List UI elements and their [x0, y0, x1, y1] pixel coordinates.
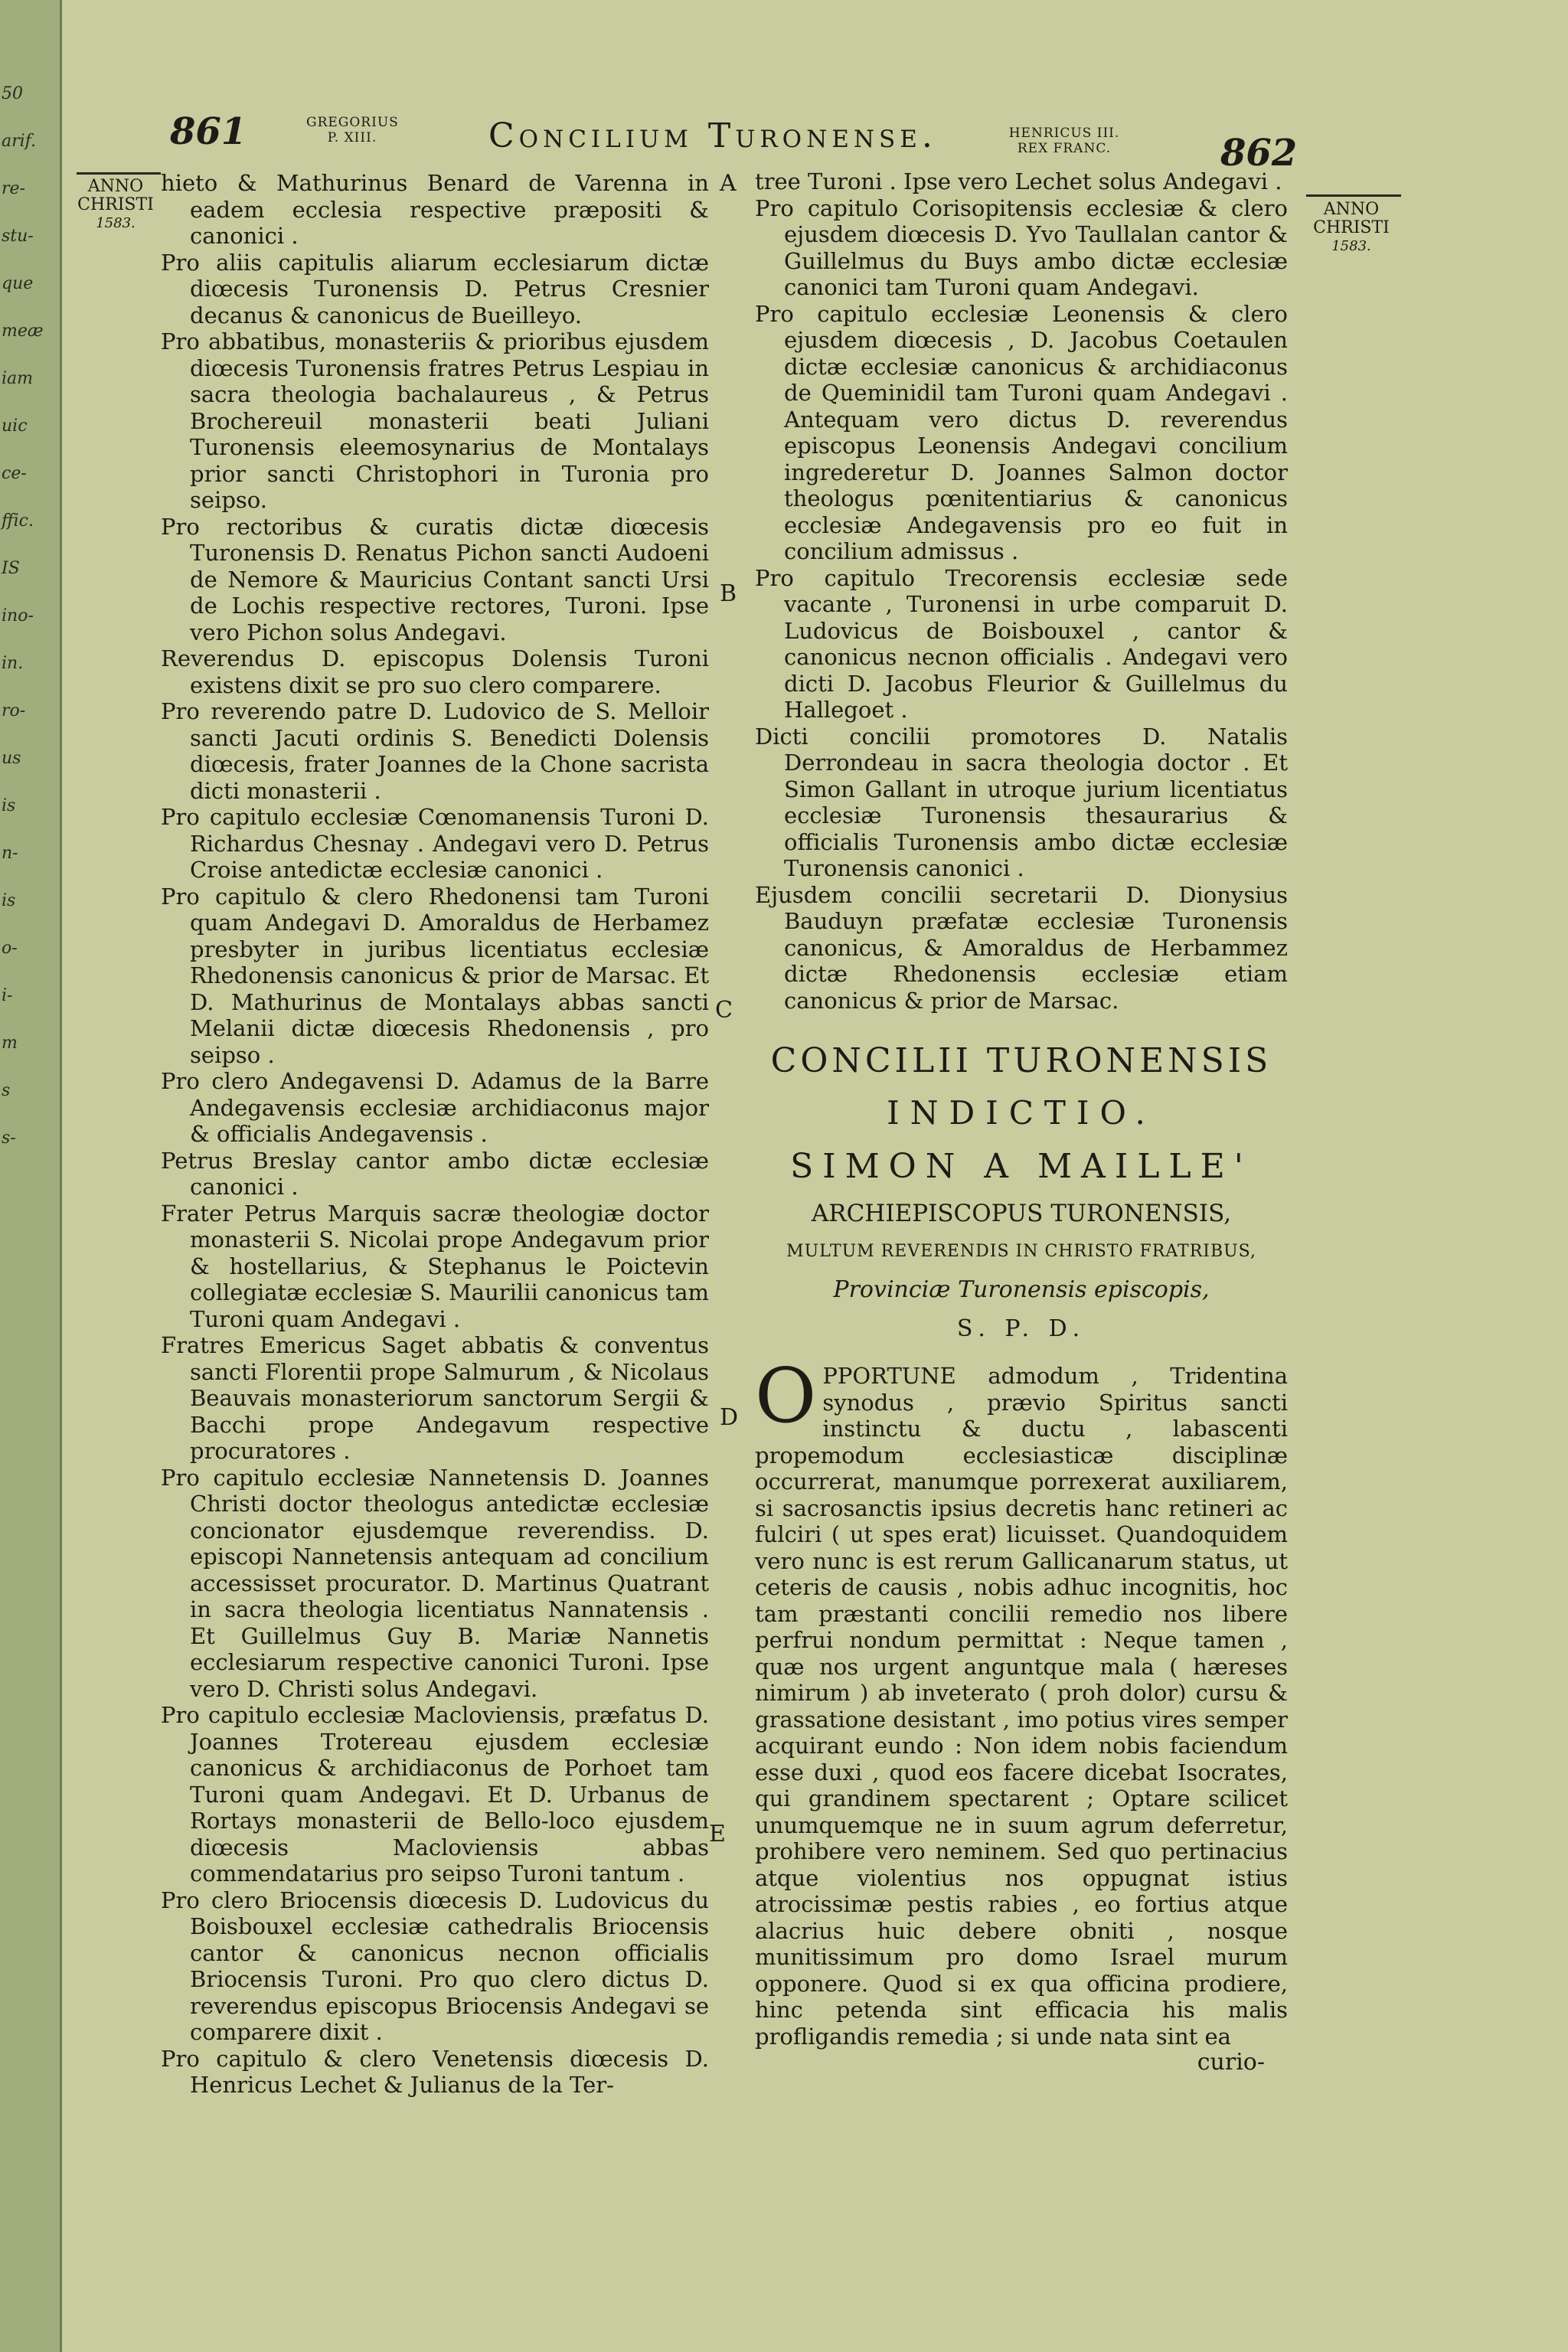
letter-body-text: PPORTUNE admodum , Tridentina synodus , prævio Spiritus sancti instinctu & ductu , labascenti propemodum ecclesiasticæ disciplinæ occurrerat, manumque porrexerat auxiliarem, si sacrosanctis ipsius decretis hanc retineri ac fulciri ( ut spes erat) licuisset. Quandoquidem vero nunc is est rerum Gallicanarum status, ut ceteris de causis , nobis adhuc incognitis, hoc tam præstanti concilii remedio nos libere perfrui nondum permittat : Neque tamen , quæ nos urgent anguntque mala ( hæreses nimirum ) ab inveterato ( proh dolor) cursu & grassatione desistant , imo potius vires semper acquirant eundo : Non idem nobis faciendum esse duxi , quod eos facere dicebat Isocrates, qui grandinem spectarent ; Optare scilicet unumquemque ne in suum agrum deferretur, prohibere vero neminem. Sed quo pertinacius atque violentius nos oppugnat istius atrocissimæ pestis rabies , eo fortius atque alacrius huic debere obniti , nosque munitissimum pro domo Israel murum opponere. Quod si ex qua officina prodiere, hinc petenda sint efficacia his malis profligandis remedia ; si unde nata sint ea: [755, 1363, 1288, 2050]
anno-line: CHRISTI: [77, 195, 154, 214]
anno-line: ANNO: [1323, 200, 1380, 219]
section-subtitle: INDICTIO.: [887, 1094, 1156, 1132]
right-page-number: 862: [1220, 132, 1298, 175]
left-text-column: [161, 170, 709, 2099]
gutter-fragment: stu-: [2, 227, 34, 246]
left-anno-rule: [77, 172, 161, 175]
gutter-fragment: is: [2, 796, 16, 815]
gutter-fragment: meæ: [2, 322, 44, 341]
right-anno-note: [1302, 201, 1401, 256]
entry-paragraph: Pro capitulo & clero Rhedonensi tam Turoni quam Andegavi D. Amoraldus de Herbamez presbyter in juribus licentiatus ecclesiæ Rhedonensis canonicus & prior de Marsac. Et D. Mathurinus de Montalays abbas sancti Melanii dictæ diœcesis Rhedonensis , pro seipso .: [161, 883, 709, 1068]
gutter-fragment: iam: [2, 369, 34, 388]
salutation: S. P. D.: [956, 1315, 1086, 1342]
right-entries: [755, 168, 1288, 1014]
addressee-line: MULTUM REVERENDIS IN CHRISTO FRATRIBUS,: [786, 1242, 1256, 1261]
gutter-fragment: n-: [2, 844, 18, 863]
gutter-fragment: 50: [2, 84, 23, 103]
section-title: CONCILII TURONENSIS: [770, 1041, 1272, 1080]
running-head-line: REX FRANC.: [1017, 141, 1112, 156]
running-header: [0, 106, 1568, 175]
gutter-fragment: o-: [2, 939, 18, 958]
gutter-fragment: s-: [2, 1129, 16, 1148]
entry-paragraph: tree Turoni . Ipse vero Lechet solus Andegavi .: [755, 168, 1282, 194]
drop-capital: O: [755, 1353, 817, 1440]
catchword: curio-: [1197, 2049, 1265, 2076]
entry-paragraph: Fratres Emericus Saget abbatis & conventus sancti Florentii prope Salmurum , & Nicolaus Beauvais monasteriorum sanctorum Sergii & Bacchi prope Andegavum respective procuratores .: [161, 1332, 709, 1464]
left-anno-note: [74, 178, 158, 233]
right-text-column: [755, 168, 1288, 2076]
letter-body: [755, 1353, 1288, 2050]
left-page-number: 861: [170, 110, 247, 153]
gutter-fragment: ce-: [2, 464, 27, 483]
running-head-line: P. XIII.: [327, 130, 377, 145]
entry-paragraph: Pro capitulo Corisopitensis ecclesiæ & clero ejusdem diœcesis D. Yvo Taullalan cantor & Guillelmus du Buys ambo dictæ ecclesiæ canonici tam Turoni quam Andegavi.: [755, 194, 1288, 300]
gutter-fragment: IS: [2, 559, 20, 578]
entry-paragraph: Pro capitulo Trecorensis ecclesiæ sede vacante , Turonensi in urbe comparuit D. Ludovicus de Boisbouxel , cantor & canonicus necnon officialis . Andegavi vero dicti D. Jacobus Fleurior & Guillelmus du Hallegoet .: [755, 564, 1288, 723]
gutter-fragment: in.: [2, 654, 24, 673]
entry-paragraph: Pro rectoribus & curatis dictæ diœcesis Turonensis D. Renatus Pichon sancti Audoeni de Nemore & Mauricius Contant sancti Ursi de Lochis respective rectores, Turoni. Ipse vero Pichon solus Andegavi.: [161, 513, 709, 645]
entry-paragraph: Pro capitulo ecclesiæ Macloviensis, præfatus D. Joannes Trotereau ejusdem ecclesiæ canonicus & archidiaconus de Porhoet tam Turoni quam Andegavi. Et D. Urbanus de Rortays monasterii de Bello-loco ejusdem diœcesis Macloviensis abbas commendatarius pro seipso Turoni tantum .: [161, 1702, 709, 1886]
gutter-fragment: ino-: [2, 606, 34, 626]
margin-letter-a: A: [720, 170, 737, 197]
entry-paragraph: Pro capitulo ecclesiæ Leonensis & clero ejusdem diœcesis , D. Jacobus Coetaulen dictæ ecclesiæ canonicus & archidiaconus de Queminidil tam Turoni quam Andegavi . Antequam vero dictus D. reverendus episcopus Leonensis Andegavi concilium ingrederetur D. Joannes Salmon doctor theologus pœnitentiarius & canonicus ecclesiæ Andegavensis pro eo fuit in concilium admissus .: [755, 300, 1288, 564]
entry-paragraph: Dicti concilii promotores D. Natalis Derrondeau in sacra theologia doctor . Et Simon Gallant in utroque jurium licentiatus ecclesiæ Turonensis thesaurarius & officialis Turonensis ambo dictæ ecclesiæ Turonensis canonici .: [755, 723, 1288, 881]
gutter-fragment: is: [2, 891, 16, 910]
author-title: ARCHIEPISCOPUS TURONENSIS,: [811, 1200, 1232, 1227]
entry-paragraph: hieto & Mathurinus Benard de Varenna in eadem ecclesia respective præpositi & canonici .: [161, 170, 709, 249]
entry-paragraph: Reverendus D. episcopus Dolensis Turoni existens dixit se pro suo clero comparere.: [161, 645, 709, 698]
entry-paragraph: Petrus Breslay cantor ambo dictæ ecclesiæ canonici .: [161, 1147, 709, 1200]
running-head-line: HENRICUS III.: [1008, 126, 1120, 141]
entry-paragraph: Ejusdem concilii secretarii D. Dionysius Bauduyn præfatæ ecclesiæ Turonensis canonicus, & Amoraldus de Herbammez dictæ Rhedonensis ecclesiæ etiam canonicus & prior de Marsac.: [755, 881, 1288, 1014]
gutter-fragment: m: [2, 1034, 18, 1053]
page-title: Concilium Turonense.: [488, 116, 937, 155]
gutter-fragment: s: [2, 1081, 11, 1100]
addressee-province: Provinciæ Turonensis episcopis,: [833, 1276, 1210, 1303]
margin-letter-d: D: [720, 1404, 739, 1431]
margin-letter-b: B: [720, 580, 737, 607]
entry-paragraph: Pro clero Andegavensi D. Adamus de la Barre Andegavensis ecclesiæ archidiaconus major & officialis Andegavensis .: [161, 1068, 709, 1147]
margin-letter-c: C: [715, 997, 733, 1024]
entry-paragraph: Pro abbatibus, monasteriis & prioribus ejusdem diœcesis Turonensis fratres Petrus Lespiau in sacra theologia bachalaureus , & Petrus Brochereuil monasterii beati Juliani Turonensis eleemosynarius de Montalays prior sancti Christophori in Turonia pro seipso.: [161, 328, 709, 513]
right-running-head: [995, 126, 1133, 156]
gutter-fragment: us: [2, 749, 21, 768]
previous-page-gutter: [0, 0, 62, 2352]
entry-paragraph: Pro capitulo ecclesiæ Cœnomanensis Turoni D. Richardus Chesnay . Andegavi vero D. Petrus Croise antedictæ ecclesiæ canonici .: [161, 804, 709, 883]
gutter-fragment: re-: [2, 179, 25, 198]
entry-paragraph: Frater Petrus Marquis sacræ theologiæ doctor monasterii S. Nicolai prope Andegavum prior & hostellarius, & Stephanus le Poictevin collegiatæ ecclesiæ S. Maurilii canonicus tam Turoni quam Andegavi .: [161, 1200, 709, 1332]
right-anno-rule: [1306, 194, 1401, 197]
anno-line: ANNO: [87, 177, 144, 196]
gutter-fragment: que: [2, 274, 34, 293]
entry-paragraph: Pro clero Briocensis diœcesis D. Ludovicus du Boisbouxel ecclesiæ cathedralis Briocensis cantor & canonicus necnon officialis Briocensis Turoni. Pro quo clero dictus D. reverendus episcopus Briocensis Andegavi se comparere dixit .: [161, 1886, 709, 2045]
anno-line: CHRISTI: [1313, 218, 1390, 237]
margin-letter-e: E: [709, 1821, 726, 1847]
gutter-fragment: i-: [2, 986, 13, 1005]
anno-year: 1583.: [96, 215, 136, 231]
gutter-fragment: arif.: [2, 132, 37, 151]
author-name: SIMON A MAILLE': [790, 1147, 1253, 1186]
gutter-fragment: ffic.: [2, 511, 34, 531]
entry-paragraph: Pro aliis capitulis aliarum ecclesiarum dictæ diœcesis Turonensis D. Petrus Cresnier decanus & canonicus de Bueilleyo.: [161, 249, 709, 328]
entry-paragraph: Pro reverendo patre D. Ludovico de S. Melloir sancti Jacuti ordinis S. Benedicti Dolensis diœcesis, frater Joannes de la Chone sacrista dicti monasterii .: [161, 698, 709, 804]
anno-year: 1583.: [1331, 238, 1371, 254]
running-head-line: GREGORIUS: [306, 115, 399, 130]
gutter-fragment: uic: [2, 416, 28, 436]
entry-paragraph: Pro capitulo & clero Venetensis diœcesis D. Henricus Lechet & Julianus de la Ter-: [161, 2045, 709, 2098]
entry-paragraph: Pro capitulo ecclesiæ Nannetensis D. Joannes Christi doctor theologus antedictæ ecclesiæ concionator ejusdemque reverendiss. D. episcopi Nannetensis antequam ad concilium accessisset procurator. D. Martinus Quatrant in sacra theologia licentiatus Nannatensis . Et Guillelmus Guy B. Mariæ Nannetis ecclesiarum respective canonici Turoni. Ipse vero D. Christi solus Andegavi.: [161, 1464, 709, 1702]
left-running-head: [306, 115, 398, 145]
gutter-fragment: ro-: [2, 701, 26, 720]
